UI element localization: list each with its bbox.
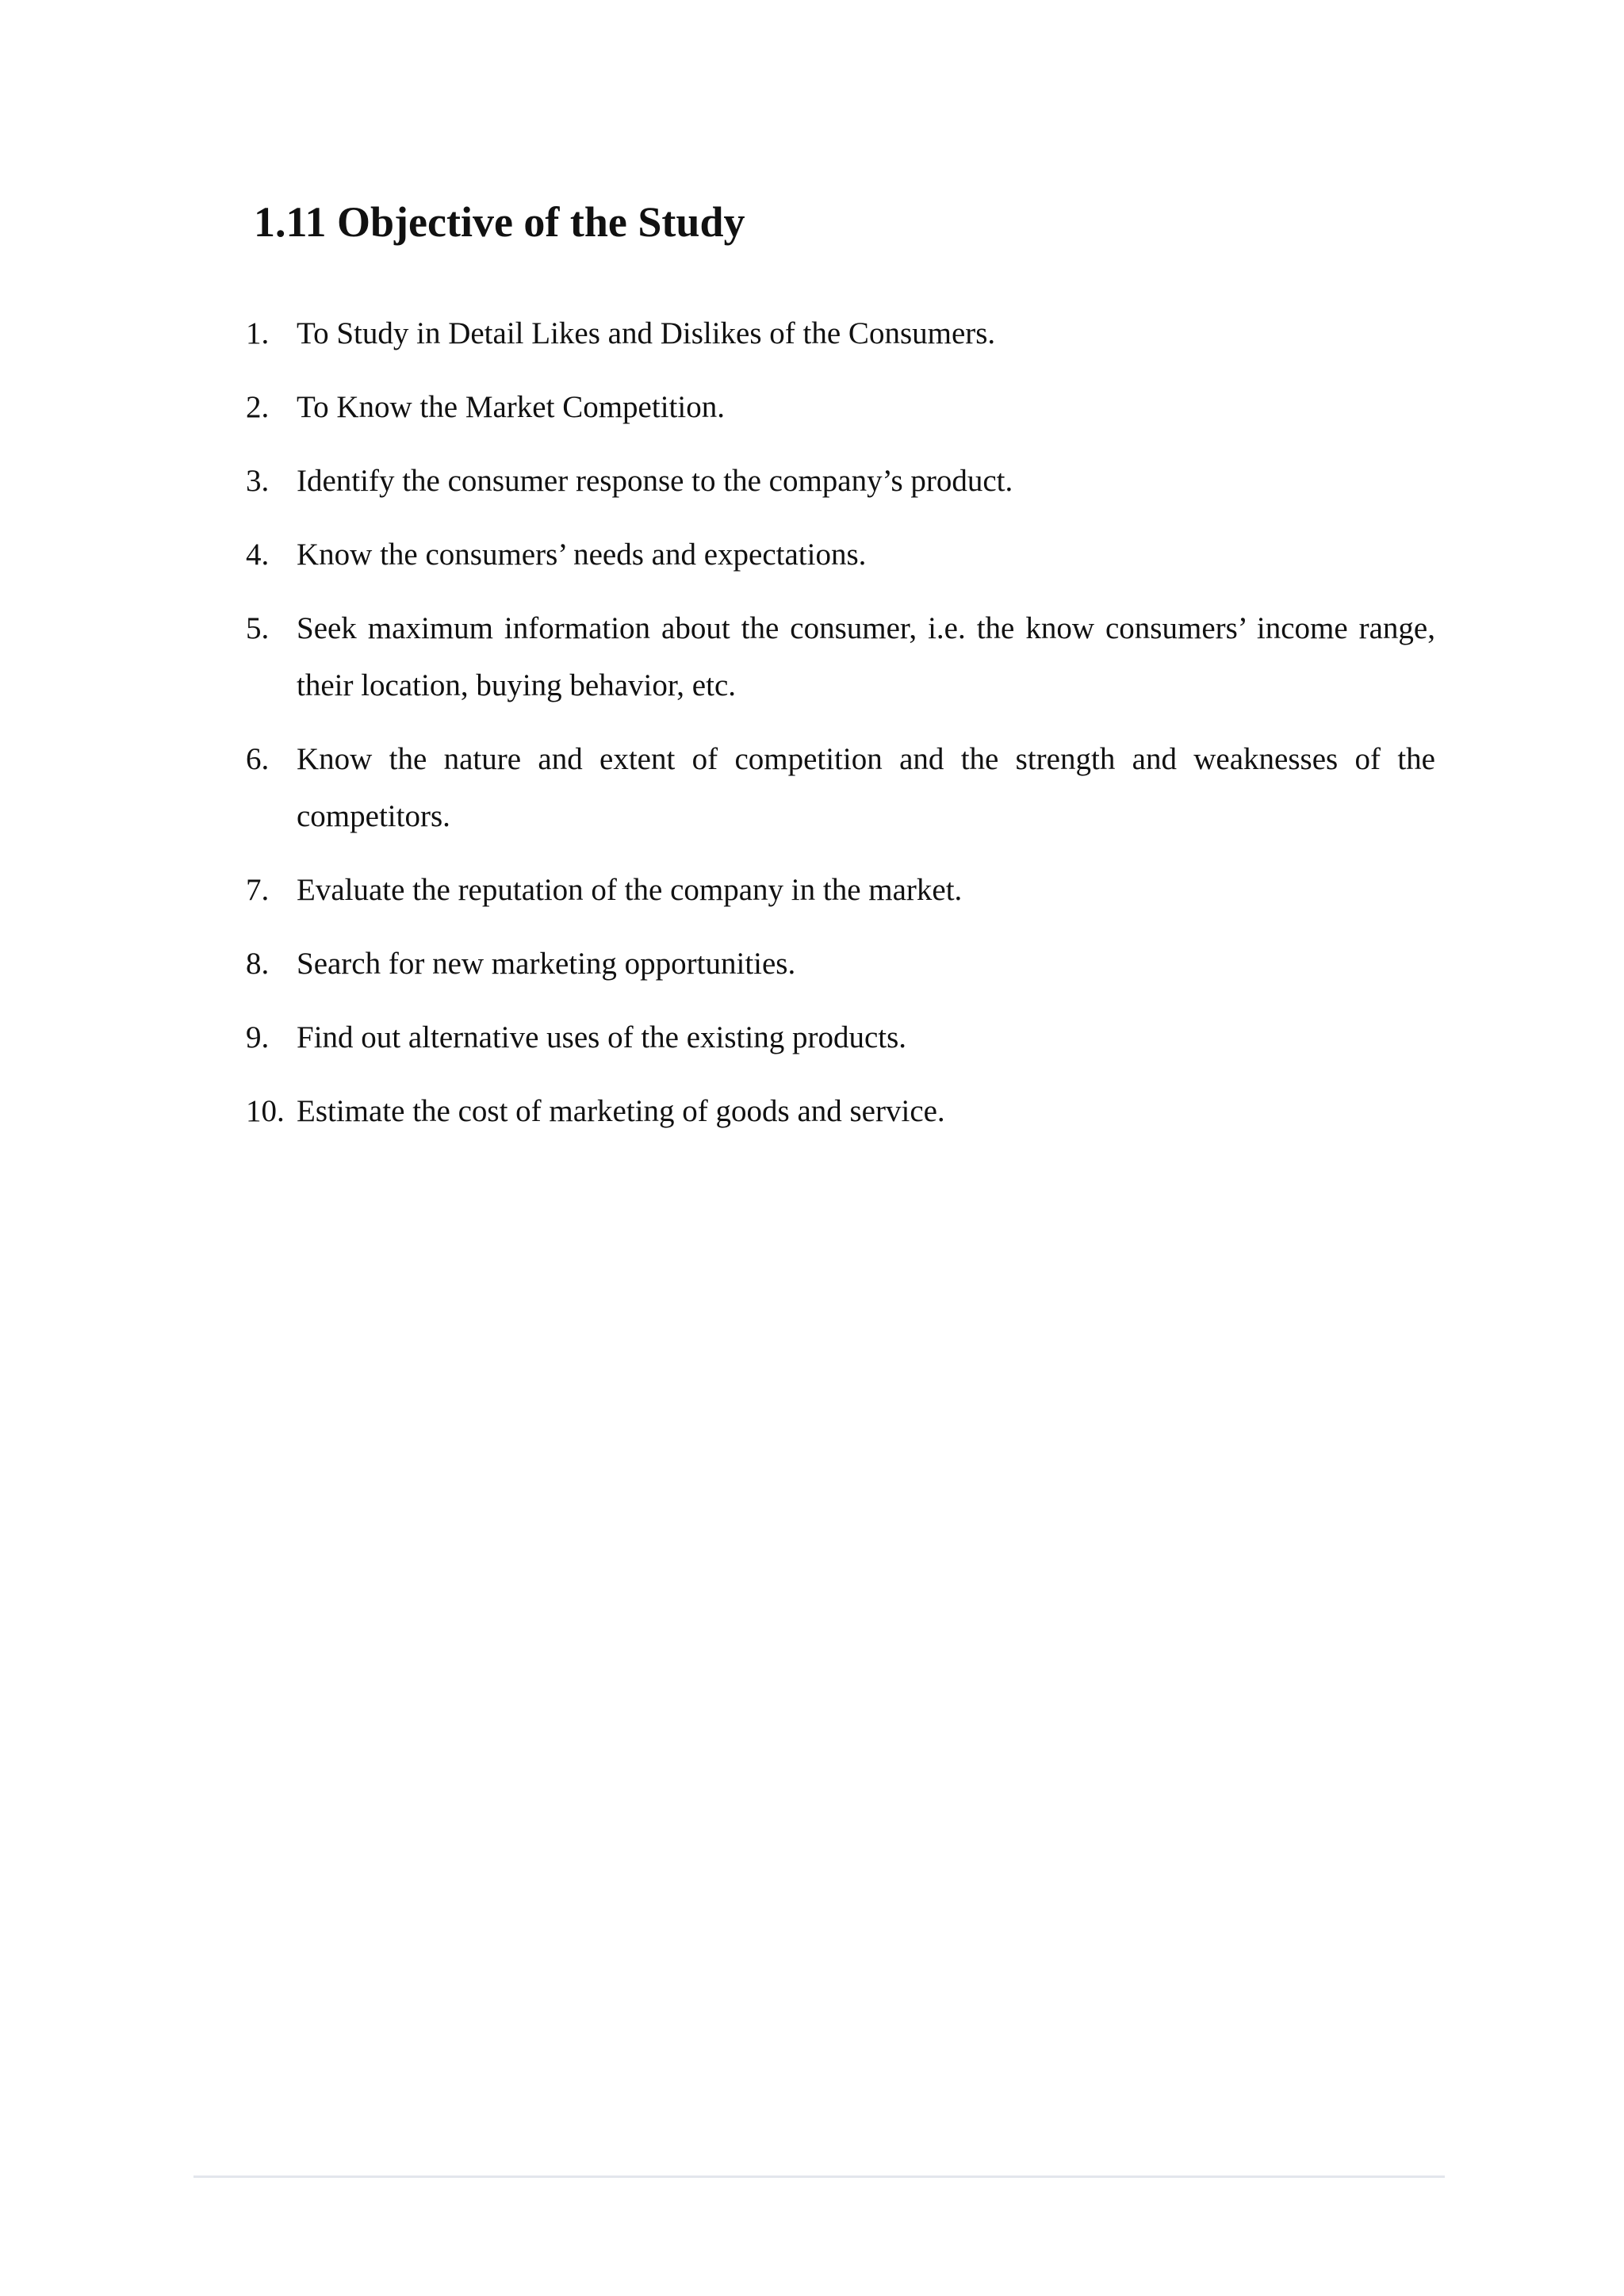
- list-item-text: Find out alternative uses of the existing products.: [297, 1020, 907, 1054]
- list-item: [246, 526, 1435, 584]
- list-item: [246, 936, 1435, 993]
- list-item-text: Know the consumers’ needs and expectations.: [297, 538, 867, 572]
- list-item: [246, 379, 1435, 436]
- list-item-number: 3.: [246, 464, 270, 498]
- list-item-number: 6.: [246, 742, 270, 776]
- list-item: [246, 305, 1435, 362]
- list-item: [246, 600, 1435, 714]
- list-item: [246, 1009, 1435, 1066]
- footer-divider: [193, 2175, 1445, 2178]
- list-item-text: Evaluate the reputation of the company in the market.: [297, 873, 963, 907]
- objectives-list: [246, 305, 1435, 1157]
- list-item-number: 7.: [246, 873, 270, 907]
- list-item-text: Know the nature and extent of competition and the strength and weaknesses of the competitors.: [297, 742, 1435, 833]
- list-item: [246, 862, 1435, 919]
- list-item-number: 2.: [246, 390, 270, 424]
- list-item: [246, 453, 1435, 510]
- list-item: [246, 731, 1435, 845]
- list-item-number: 5.: [246, 611, 270, 645]
- list-item-number: 8.: [246, 947, 270, 981]
- list-item-text: To Know the Market Competition.: [297, 390, 725, 424]
- list-item-number: 1.: [246, 316, 270, 350]
- list-item-number: 9.: [246, 1020, 270, 1054]
- list-item-text: Seek maximum information about the consumer, i.e. the know consumers’ income range, their location, buying behavior, etc.: [297, 611, 1435, 702]
- list-item-number: 10.: [246, 1094, 285, 1128]
- list-item-text: To Study in Detail Likes and Dislikes of the Consumers.: [297, 316, 996, 350]
- list-item-number: 4.: [246, 538, 270, 572]
- list-item-text: Identify the consumer response to the company’s product.: [297, 464, 1013, 498]
- list-item-text: Estimate the cost of marketing of goods and service.: [297, 1094, 945, 1128]
- list-item-text: Search for new marketing opportunities.: [297, 947, 796, 981]
- list-item: [246, 1083, 1435, 1140]
- section-heading: 1.11 Objective of the Study: [254, 198, 745, 246]
